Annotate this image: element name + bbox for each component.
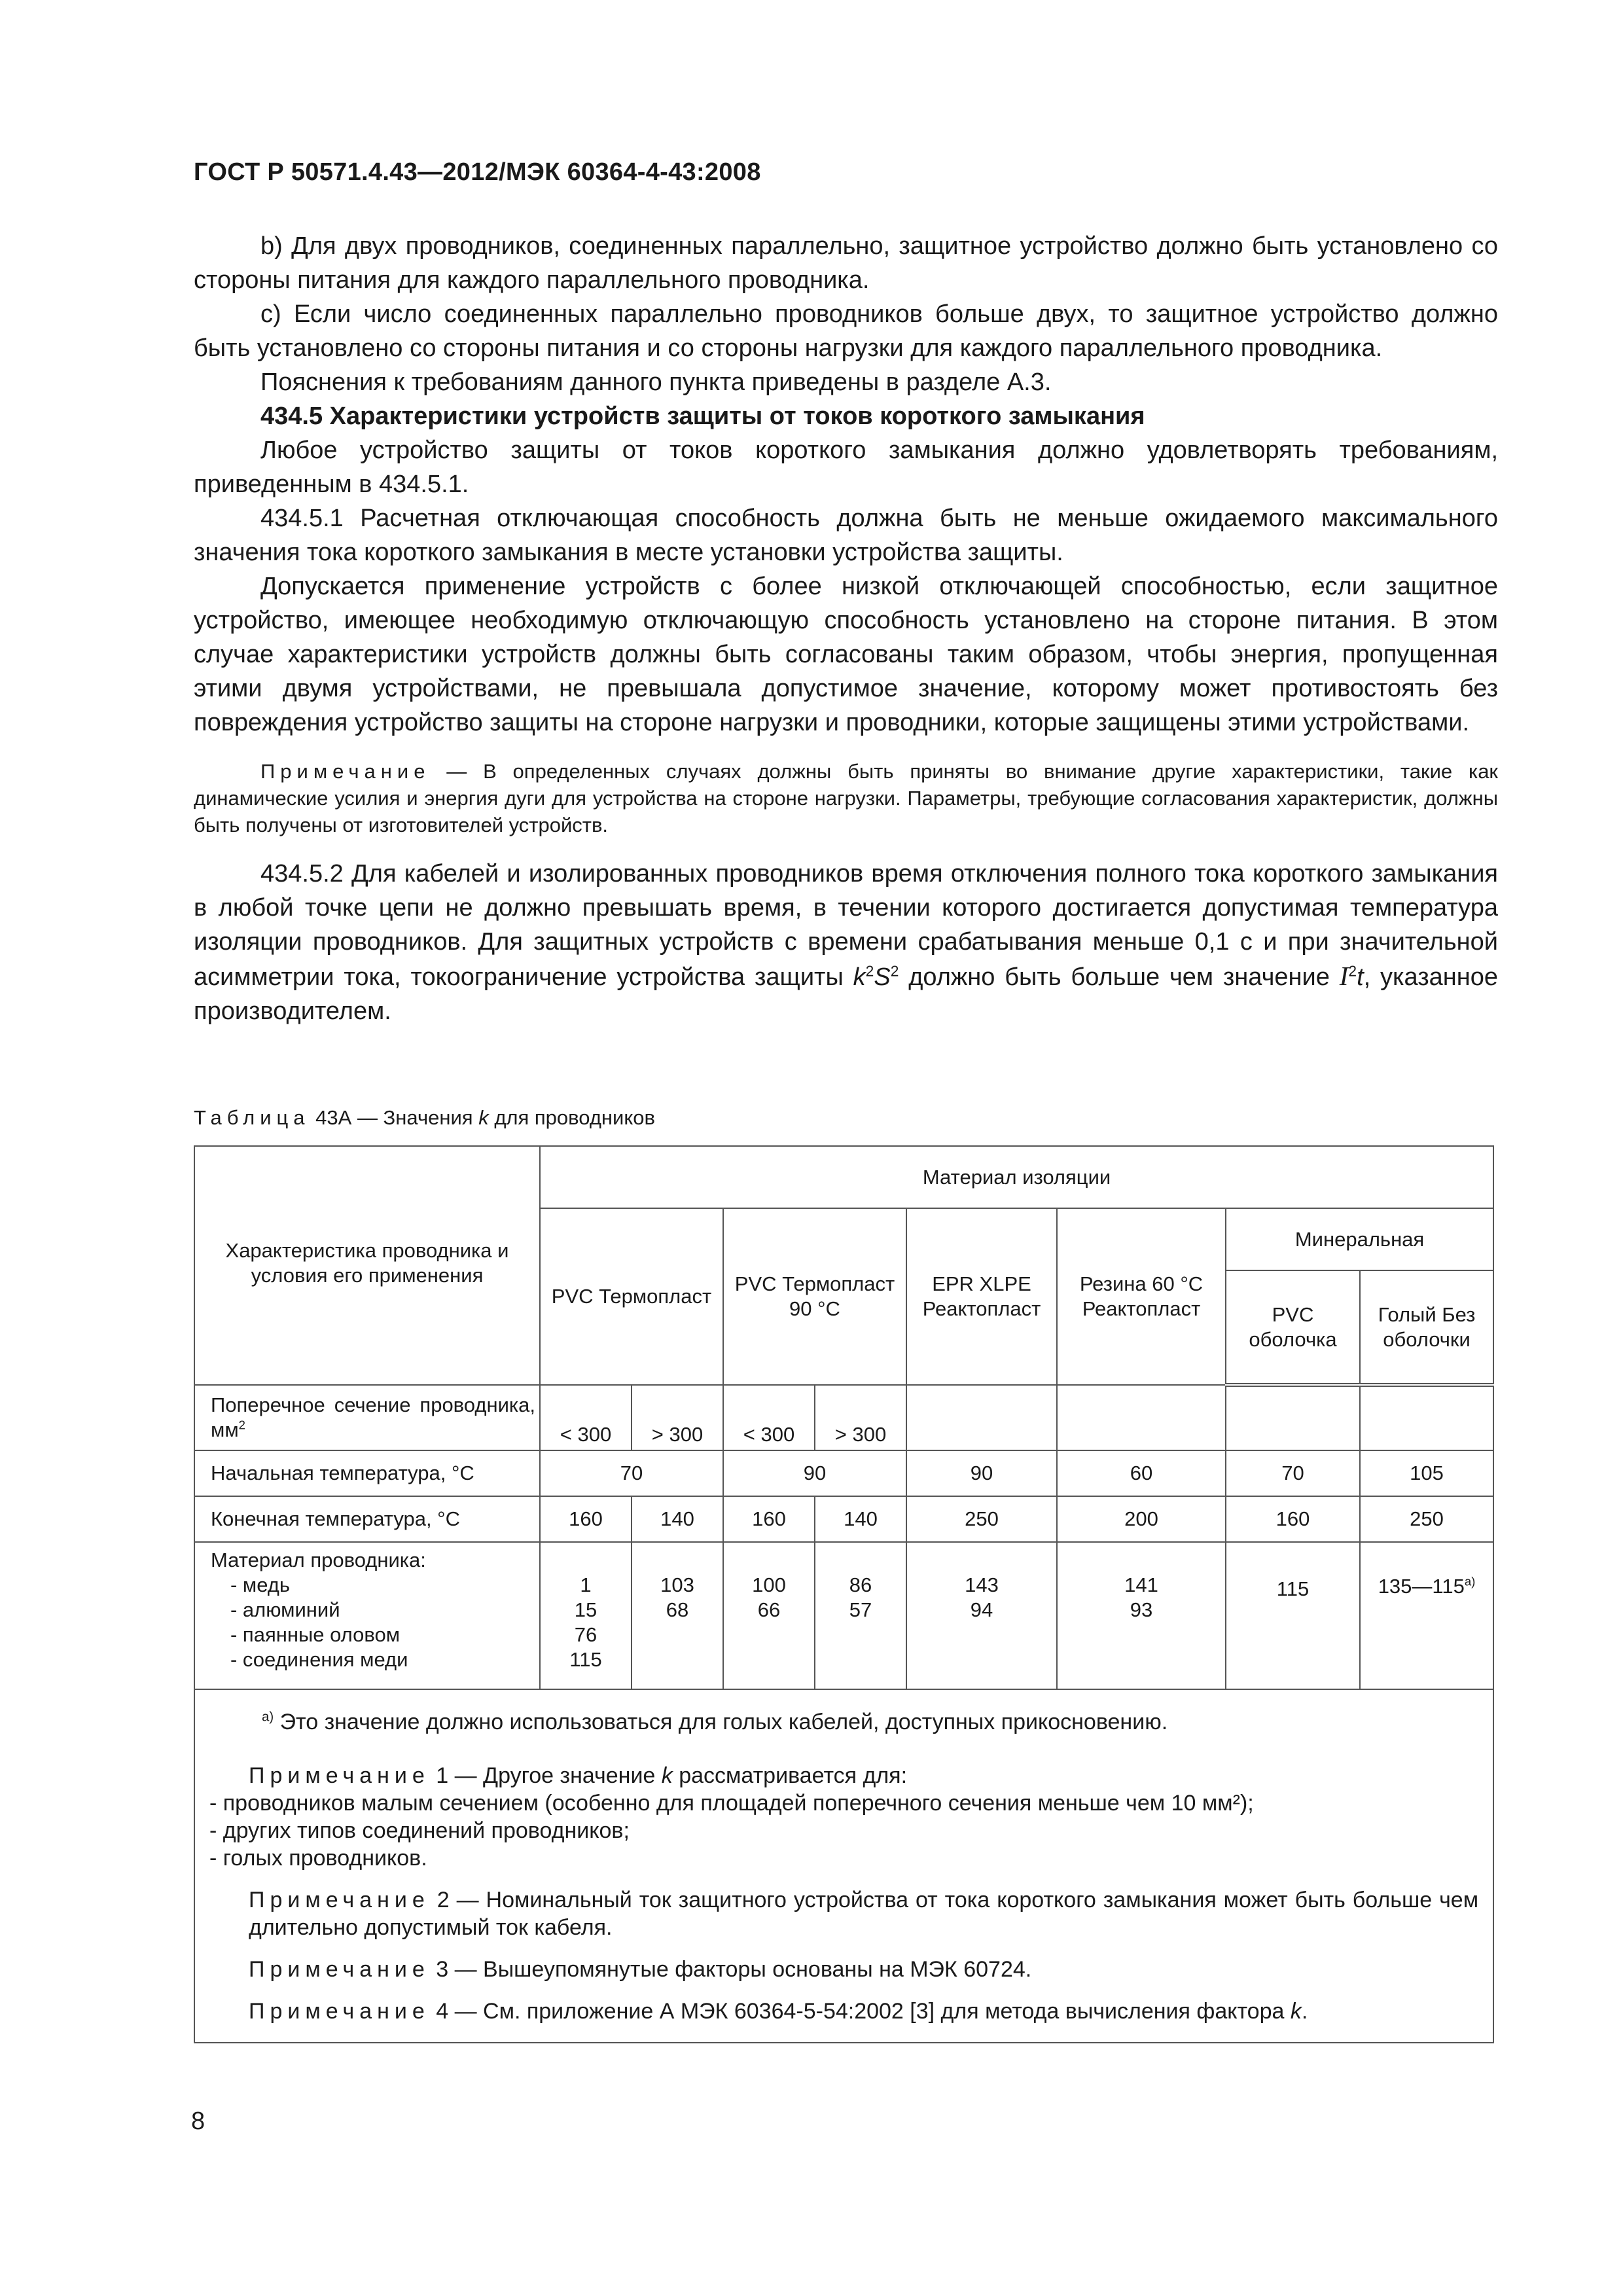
note-3 (209, 1956, 1478, 1983)
value: 93 (1130, 1598, 1153, 1621)
note-4-text-a: 4 — См. приложение А МЭК 60364-5-54:2002 [3] для метода вычисления фактора (429, 1999, 1291, 2024)
value: 15 (574, 1598, 597, 1621)
cross-section-label: Поперечное сечение проводника, мм (211, 1393, 535, 1441)
note-label: Примечание (260, 760, 431, 783)
caption-end: для проводников (488, 1106, 655, 1129)
cell-mat-pvc-lt300 (540, 1542, 632, 1689)
note-3-text: 3 — Вышеупомянутые факторы основаны на МЭК 60724. (429, 1957, 1032, 1982)
cell-it-rubber: 60 (1057, 1450, 1226, 1496)
var-k: k (853, 963, 866, 991)
caption-label: Таблица (194, 1106, 310, 1129)
cell-ft-4: 140 (815, 1496, 906, 1542)
table-footnotes (194, 1689, 1493, 2043)
note-1-item: - других типов соединений проводников; (209, 1818, 630, 1843)
insulation-material-header: Материал изоляции (540, 1146, 1493, 1208)
note-paragraph (194, 758, 1498, 838)
value: 103 (660, 1573, 694, 1596)
cell-ft-epr: 250 (906, 1496, 1057, 1542)
paragraph-b: b) Для двух проводников, соединенных параллельно, защитное устройство должно быть установлено со стороны питания для каждого параллельного проводника. (194, 232, 1498, 294)
cell-mat-pvc90-lt300 (723, 1542, 815, 1689)
cell-ft-min-bare: 250 (1360, 1496, 1493, 1542)
section-heading: 434.5 Характеристики устройств защиты от токов короткого замыкания (260, 403, 1145, 430)
cell-cs-4: > 300 (815, 1385, 906, 1450)
value: 1 (580, 1573, 592, 1596)
cell-mat-pvc-gt300 (632, 1542, 723, 1689)
caption-k: k (478, 1106, 489, 1129)
note-1-item: - голых проводников. (209, 1846, 427, 1871)
row-label-final-temp: Конечная температура, °C (194, 1496, 540, 1542)
value: 68 (666, 1598, 689, 1621)
paragraph-c: c) Если число соединенных параллельно проводников больше двух, то защитное устройство должно быть установлено со стороны питания и со стороны нагрузки для каждого параллельного проводника. (194, 300, 1498, 362)
cell-cs-rubber (1057, 1385, 1226, 1450)
row-label-material (194, 1542, 540, 1689)
paragraph-explanation: Пояснения к требованиям данного пункта приведены в разделе А.3. (260, 368, 1052, 396)
header-epr-xlpe: EPR XLPE Реактопласт (906, 1208, 1057, 1385)
value: 115 (569, 1648, 602, 1671)
cell-mat-rubber (1057, 1542, 1226, 1689)
material-aluminium: - алюминий (230, 1598, 340, 1621)
p4352-part-a: 434.5.2 Для кабелей и изолированных проводников время отключения полного тока короткого замыкания в любой точке цепи не должно превышать время, в течении которого достигается допустимая температура изоляции проводников. Для защитных устройств с времени срабатывания меньше 0,1 с и при значительной асимметрии тока, токоограничение устройства защиты (194, 860, 1498, 991)
footnote-a (209, 1708, 1478, 1736)
header-pvc-thermo-90: PVC Термопласт 90 °C (723, 1208, 906, 1385)
cell-mat-epr (906, 1542, 1057, 1689)
value: 76 (574, 1623, 597, 1646)
cell-cs-min-bare (1360, 1385, 1493, 1450)
k-values-table (194, 1145, 1494, 2043)
p4352-part-c: , указанное производителем. (194, 963, 1499, 1025)
note-1-item: - проводников малым сечением (особенно для площадей поперечного сечения меньше чем 10 мм²); (209, 1791, 1254, 1816)
note-1 (209, 1762, 1478, 1789)
cell-it-min-bare: 105 (1360, 1450, 1493, 1496)
note-2-label: Примечание (249, 1888, 430, 1912)
note-text: — В определенных случаях должны быть приняты во внимание другие характеристики, такие как динамические усилия и энергия дуги для устройства на стороне нагрузки. Параметры, требующие согласования характеристик, должны быть получены от изготовителей устройств. (194, 760, 1498, 836)
cell-cs-3: < 300 (723, 1385, 815, 1450)
row-header-cell: Характеристика проводника и условия его применения (194, 1146, 540, 1385)
note-2-text: 2 — Номинальный ток защитного устройства от тока короткого замыкания может быть больше чем длительно допустимый ток кабеля. (249, 1888, 1479, 1940)
exp-s: 2 (890, 962, 899, 980)
note-1-k: k (661, 1763, 673, 1788)
value: 86 (849, 1573, 872, 1596)
value: 135—115 (1378, 1575, 1465, 1598)
cell-ft-3: 160 (723, 1496, 815, 1542)
header-rubber-60: Резина 60 °C Реактопласт (1057, 1208, 1226, 1385)
note-1-text-b: рассматривается для: (672, 1763, 908, 1788)
cell-cs-2: > 300 (632, 1385, 723, 1450)
note-1-text-a: 1 — Другое значение (429, 1763, 662, 1788)
page-number: 8 (191, 2108, 205, 2135)
header-pvc-sheath: PVC оболочка (1226, 1270, 1360, 1385)
value: 141 (1124, 1573, 1158, 1596)
cell-ft-1: 160 (540, 1496, 632, 1542)
header-mineral: Минеральная (1226, 1208, 1493, 1270)
footnote-a-mark: а) (262, 1710, 274, 1725)
exp-k: 2 (865, 962, 874, 980)
note-1-label: Примечание (249, 1763, 430, 1788)
cell-it-pvc: 70 (540, 1450, 723, 1496)
note-2 (209, 1886, 1478, 1941)
value: 94 (970, 1598, 993, 1621)
footnote-ref: а) (1464, 1574, 1476, 1588)
material-copper-joints: - соединения меди (230, 1648, 408, 1671)
cell-cs-epr (906, 1385, 1057, 1450)
paragraph-any-device: Любое устройство защиты от токов короткого замыкания должно удовлетворять требованиям, приведенным в 434.5.1. (194, 437, 1498, 498)
document-header: ГОСТ Р 50571.4.43—2012/МЭК 60364-4-43:2008 (194, 158, 761, 186)
value: 57 (849, 1598, 872, 1621)
cell-cs-1: < 300 (540, 1385, 632, 1450)
paragraph-allowed: Допускается применение устройств с более низкой отключающей способностью, если защитное устройство, имеющее необходимую отключающую способность установлено на стороне питания. В этом случае характеристики устройств должны быть согласованы таким образом, чтобы энергия, пропущенная этими двумя устройствами, не превышала допустимое значение, которому может противостоять без повреждения устройство защиты на стороне нагрузки и проводники, которые защищены этими устройствами. (194, 573, 1498, 736)
material-tin-soldered: - паянные оловом (230, 1623, 401, 1646)
cell-mat-min-bare (1360, 1542, 1493, 1689)
value: 143 (965, 1573, 999, 1596)
cell-it-pvc90: 90 (723, 1450, 906, 1496)
note-3-label: Примечание (249, 1957, 430, 1982)
var-i: I (1339, 961, 1349, 991)
cell-it-min-pvc: 70 (1226, 1450, 1360, 1496)
p4352-part-b: должно быть больше чем значение (899, 963, 1340, 991)
body-text (194, 229, 1498, 1028)
cell-mat-min-pvc: 115 (1226, 1542, 1360, 1689)
value: 66 (757, 1598, 781, 1621)
table-caption (194, 1105, 655, 1131)
cell-mat-pvc90-gt300 (815, 1542, 906, 1689)
note-4 (209, 1998, 1478, 2025)
paragraph-434-5-1: 434.5.1 Расчетная отключающая способность должна быть не меньше ожидаемого максимального значения тока короткого замыкания в месте установки устройства защиты. (194, 505, 1498, 566)
var-t: t (1357, 963, 1364, 991)
cell-cs-min-pvc (1226, 1385, 1360, 1450)
cell-ft-min-pvc: 160 (1226, 1496, 1360, 1542)
value: 100 (752, 1573, 786, 1596)
note-4-text-b: . (1301, 1999, 1308, 2024)
note-4-k: k (1290, 1999, 1302, 2024)
row-label-cross-section (194, 1385, 540, 1450)
header-bare: Голый Без оболочки (1360, 1270, 1493, 1385)
cell-it-epr: 90 (906, 1450, 1057, 1496)
header-pvc-thermo: PVC Термопласт (540, 1208, 723, 1385)
material-label: Материал проводника: (211, 1549, 426, 1571)
cell-ft-2: 140 (632, 1496, 723, 1542)
cross-section-sup: 2 (238, 1418, 245, 1432)
footnote-a-text: Это значение должно использоваться для голых кабелей, доступных прикосновению. (274, 1710, 1168, 1734)
paragraph-434-5-2 (194, 857, 1498, 1028)
caption-text: 43А — Значения (310, 1106, 479, 1129)
var-s: S (874, 963, 891, 991)
note-4-label: Примечание (249, 1999, 430, 2024)
row-label-initial-temp: Начальная температура, °C (194, 1450, 540, 1496)
exp-i: 2 (1348, 962, 1357, 980)
cell-ft-rubber: 200 (1057, 1496, 1226, 1542)
material-copper: - медь (230, 1573, 291, 1596)
